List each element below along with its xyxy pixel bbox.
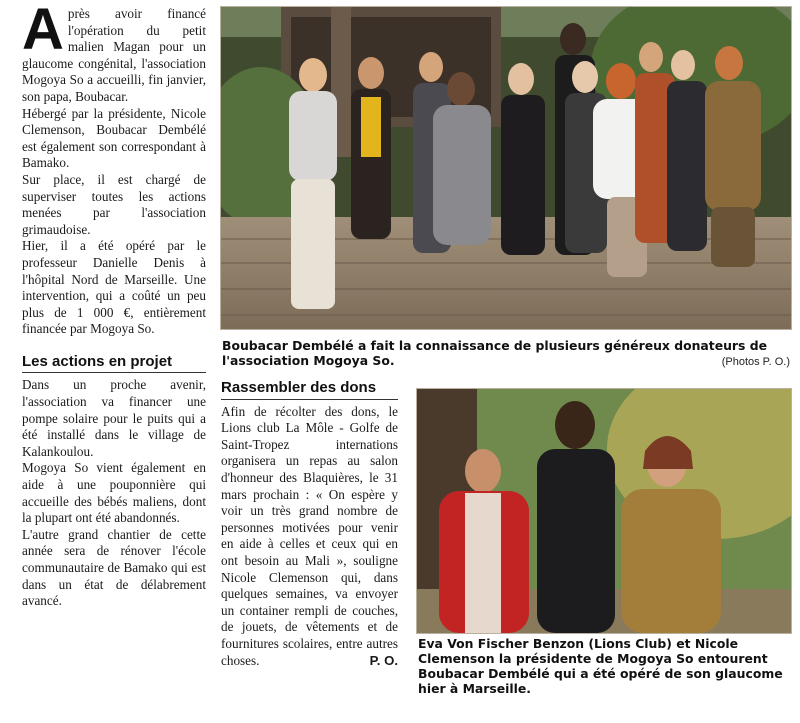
intro-text: près avoir financé l'opération du petit malien Magan pour un glaucome congénital, l'association Mogoya So a accueilli, fin janvier, son papa, Boubacar. — [22, 6, 206, 104]
paragraph-8-text: Afin de récolter des dons, le Lions club La Môle - Golfe de Saint-Tropez internations organisera un repas au salon d'honneur des Blaquières, le 31 mars prochain : « On espère y voir un très grand nombre de personnes motivées pour venir en aide à celles et ceux qui en ont besoin au Mali », souligne Nicole Clemenson qui, dans quelques semaines, va envoyer un container rempli de couches, de jouets, de vêtements et de fournitures scolaires, entre autres choses. — [221, 403, 398, 668]
paragraph-8 — [221, 404, 398, 670]
heading-donations: Rassembler des dons — [221, 380, 398, 400]
group-photo — [220, 6, 792, 330]
photo2-caption: Eva Von Fischer Benzon (Lions Club) et Nicole Clemenson la présidente de Mogoya So entourent Boubacar Dembélé qui a été opéré de son glaucome hier à Marseille. — [418, 636, 783, 696]
middle-column — [221, 380, 398, 669]
intro-paragraph — [22, 0, 206, 106]
left-column — [22, 0, 206, 610]
trio-photo — [416, 388, 792, 634]
paragraph-3: Sur place, il est chargé de superviser toutes les actions menées par l'association grimaudoise. — [22, 171, 206, 237]
heading-projects: Les actions en projet — [22, 354, 206, 374]
photo-credit: (Photos P. O.) — [721, 356, 790, 368]
paragraph-7: L'autre grand chantier de cette année sera de rénover l'école communautaire de Bamako qui est dans un état de délabrement avancé. — [22, 526, 206, 609]
photo1-caption: Boubacar Dembélé a fait la connaissance de plusieurs généreux donateurs de l'association Mogoya So. — [222, 338, 768, 368]
paragraph-4: Hier, il a été opéré par le professeur Danielle Denis à l'hôpital Nord de Marseille. Une intervention, qui a coûté un peu plus de 1 000 €, entièrement financée par Mogoya So. — [22, 238, 206, 337]
paragraph-5: Dans un proche avenir, l'association va financer une pompe solaire pour le puits qui a été installé dans le village de Kalankoulou. — [22, 377, 206, 459]
signature: P. O. — [369, 652, 398, 668]
drop-cap: A — [22, 0, 64, 62]
group-photo-image — [221, 7, 791, 329]
trio-photo-image — [417, 389, 791, 633]
paragraph-6: Mogoya So vient également en aide à une pouponnière qui accueille des bébés maliens, dont la plupart ont été abandonnés. — [22, 460, 206, 526]
paragraph-2: Hébergé par la présidente, Nicole Clemenson, Boubacar Dembélé est également son correspondant à Bamako. — [22, 105, 206, 171]
